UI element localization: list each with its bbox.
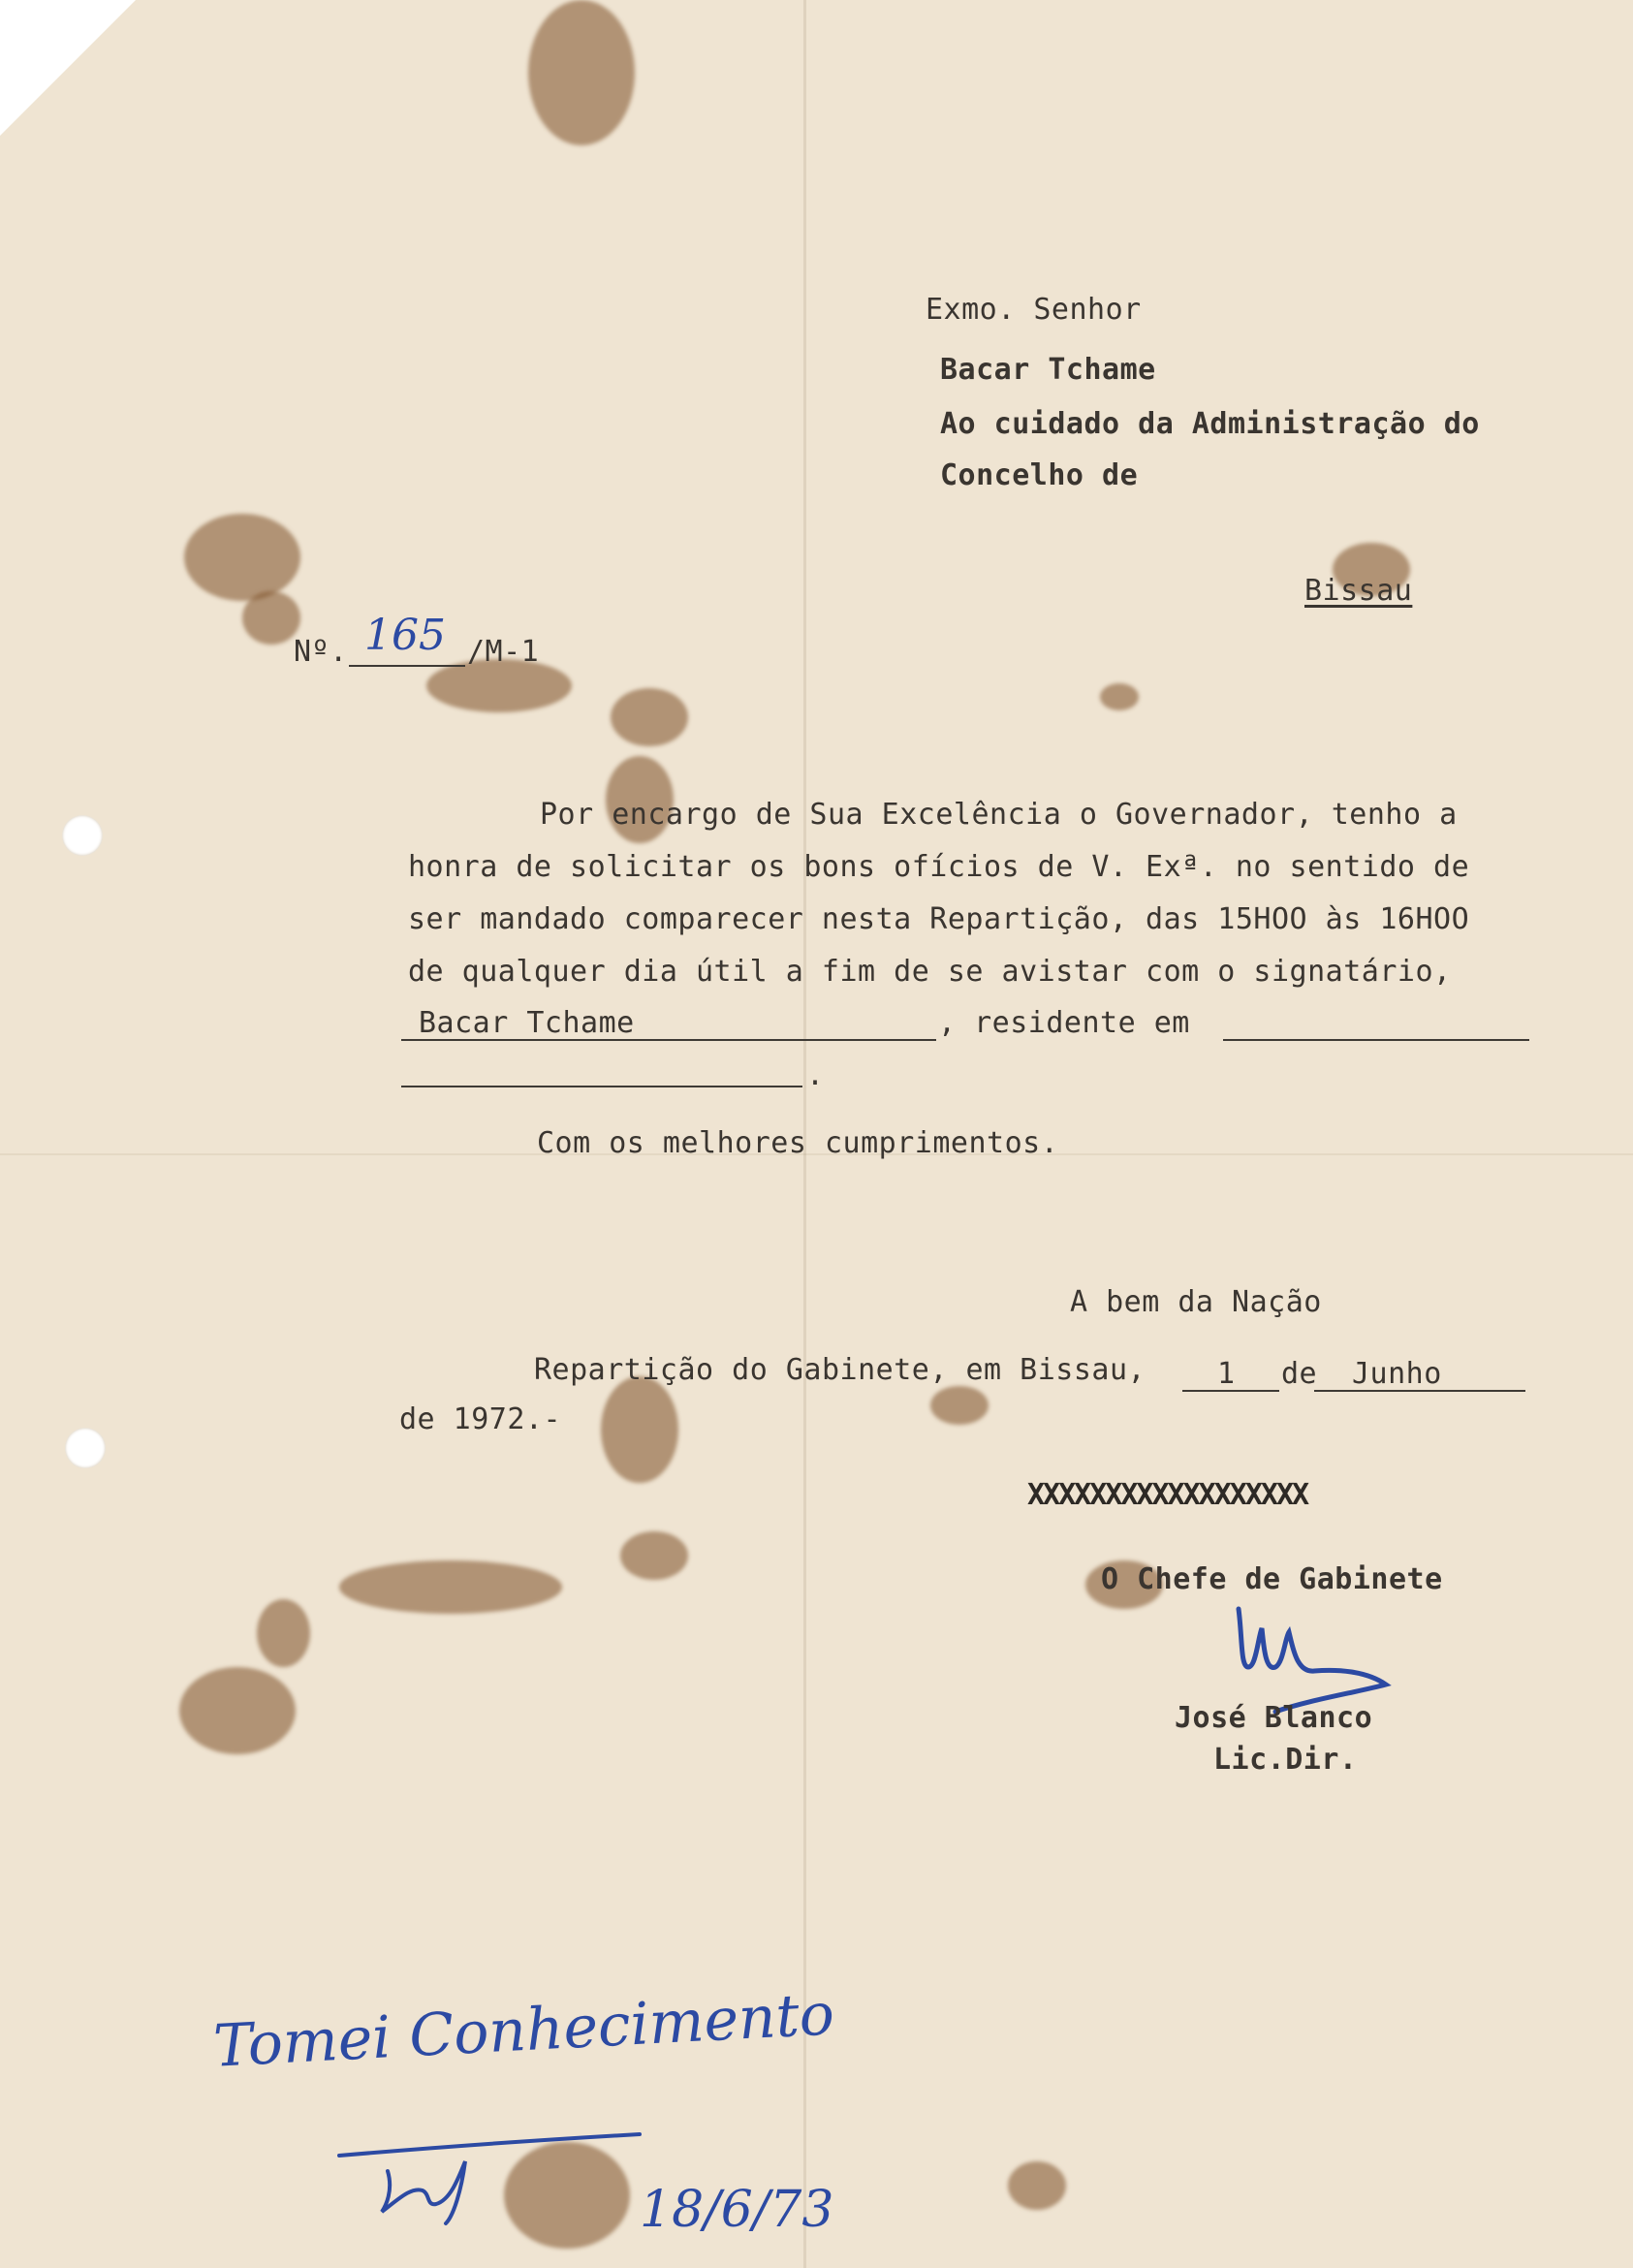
- residence-label: , residente em: [938, 1006, 1190, 1040]
- residence-field-continued: [401, 1086, 802, 1087]
- person-name-field: Bacar Tchame: [419, 1006, 635, 1040]
- punch-hole-upper: [62, 815, 103, 856]
- signatory-name: José Blanco: [1175, 1701, 1373, 1735]
- date-month: Junho: [1352, 1357, 1442, 1391]
- date-de-label: de: [1281, 1357, 1318, 1391]
- reference-prefix: Nº.: [294, 635, 348, 669]
- addressee-line-1: Ao cuidado da Administração do: [940, 407, 1480, 441]
- body-line-3: ser mandado comparecer nesta Repartição, das 15HOO às 16HOO: [408, 902, 1470, 936]
- body-line-1: Por encargo de Sua Excelência o Governador, tenho a: [540, 798, 1458, 832]
- salutation: Exmo. Senhor: [926, 293, 1142, 327]
- date-day: 1: [1217, 1357, 1236, 1391]
- signatory-credential: Lic.Dir.: [1213, 1743, 1358, 1777]
- addressee-name: Bacar Tchame: [940, 353, 1156, 387]
- body-line-2: honra de solicitar os bons ofícios de V. Exª. no sentido de: [408, 850, 1470, 884]
- closing-greeting: Com os melhores cumprimentos.: [537, 1126, 1059, 1160]
- addressee-city: Bissau: [1304, 574, 1413, 608]
- addressee-line-2: Concelho de: [940, 458, 1139, 492]
- place-date-prefix: Repartição do Gabinete, em Bissau,: [534, 1353, 1146, 1387]
- struck-out-line: XXXXXXXXXXXXXXXXXX: [1027, 1478, 1308, 1512]
- residence-field: [1223, 1039, 1529, 1041]
- initials-scribble: [330, 2123, 678, 2229]
- body-line-4: de qualquer dia útil a fim de se avistar com o signatário,: [408, 955, 1452, 989]
- body-line-6-end: .: [806, 1058, 825, 1092]
- signatory-title: O Chefe de Gabinete: [1101, 1562, 1443, 1596]
- punch-hole-lower: [65, 1428, 106, 1468]
- reference-suffix: /M-1: [467, 635, 540, 669]
- date-year-line: de 1972.-: [399, 1402, 562, 1436]
- handwritten-date: 18/6/73: [640, 2181, 834, 2239]
- closing-motto: A bem da Nação: [1070, 1285, 1322, 1319]
- reference-number: 165: [364, 611, 446, 660]
- handwritten-note: Tomei Conhecimento: [211, 1980, 836, 2081]
- torn-corner: [0, 0, 136, 136]
